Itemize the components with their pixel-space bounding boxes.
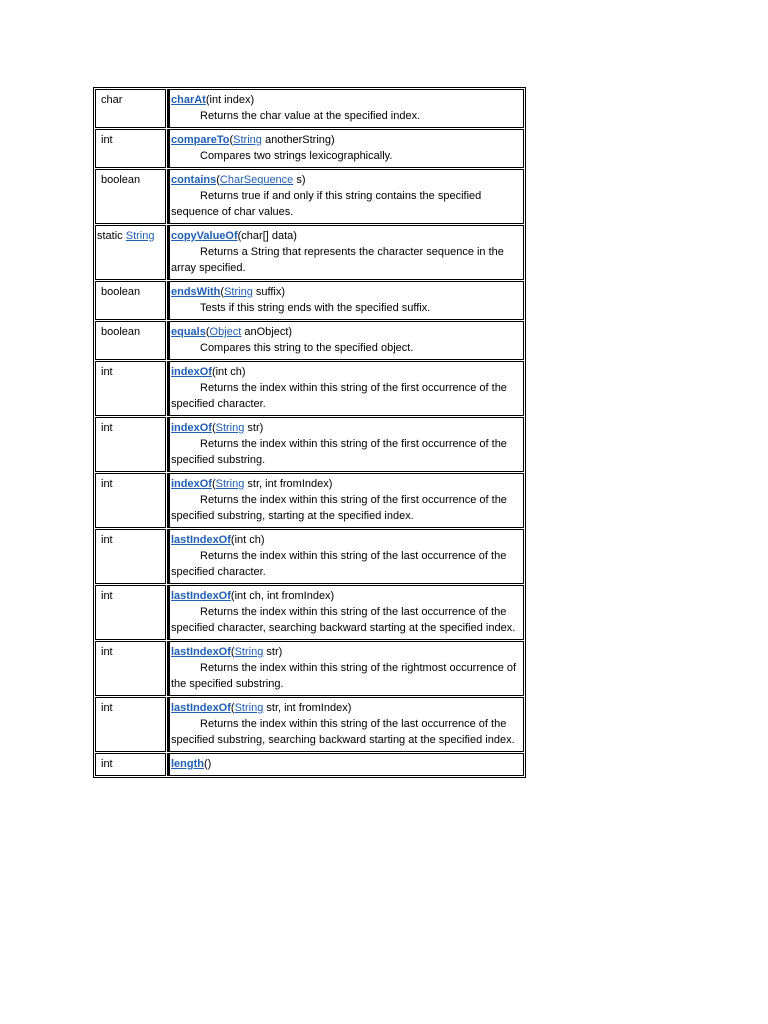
method-description: Returns the index within this string of the first occurrence of the specified substring, starting at the specified index.	[171, 494, 507, 522]
method-row	[95, 169, 524, 224]
method-row	[95, 641, 524, 696]
param-text: (char[] data)	[237, 230, 297, 242]
return-type-text: int	[101, 646, 113, 658]
method-description: Returns the index within this string of the first occurrence of the specified substring.	[171, 438, 507, 466]
method-signature-cell	[167, 361, 524, 416]
param-type-link[interactable]: String	[234, 646, 264, 658]
method-signature-cell	[167, 129, 524, 168]
method-row	[95, 89, 524, 128]
method-description: Returns the index within this string of the last occurrence of the specified substring, searching backward starting at the specified index.	[171, 718, 515, 746]
return-type-cell	[95, 169, 166, 224]
method-name-link[interactable]: charAt	[171, 94, 206, 106]
method-row	[95, 585, 524, 640]
param-text: (	[230, 646, 235, 658]
param-text: anObject)	[241, 326, 293, 338]
return-type-cell	[95, 89, 166, 128]
method-description: Returns the char value at the specified index.	[200, 110, 421, 122]
return-type-text: char	[101, 94, 123, 106]
method-signature-cell	[167, 281, 524, 320]
method-row	[95, 417, 524, 472]
param-type-link[interactable]: String	[234, 702, 264, 714]
method-description: Returns true if and only if this string contains the specified sequence of char values.	[171, 190, 482, 218]
return-type-cell	[95, 321, 166, 360]
param-type-link[interactable]: String	[215, 478, 245, 490]
return-type-text: int	[101, 366, 113, 378]
param-text: (	[216, 174, 220, 186]
param-text: (	[211, 478, 216, 490]
param-text: (	[229, 134, 234, 146]
method-signature-cell	[167, 473, 524, 528]
method-name-link[interactable]: indexOf	[171, 478, 212, 490]
method-row	[95, 281, 524, 320]
return-type-cell	[95, 529, 166, 584]
param-type-link[interactable]: String	[224, 286, 253, 298]
method-name-link[interactable]: indexOf	[171, 366, 212, 378]
method-description: Returns the index within this string of the last occurrence of the specified character.	[171, 550, 507, 578]
method-description: Returns a String that represents the character sequence in the array specified.	[171, 246, 504, 274]
method-signature-cell	[167, 225, 524, 280]
param-text: anotherString)	[261, 134, 335, 146]
return-type-cell	[95, 585, 166, 640]
return-type-text: static	[97, 230, 126, 242]
method-row	[95, 321, 524, 360]
method-signature-cell	[167, 585, 524, 640]
return-type-text: int	[101, 422, 113, 434]
method-description: Compares this string to the specified object.	[200, 342, 414, 354]
return-type-text: int	[101, 478, 113, 490]
return-type-text: int	[101, 590, 113, 602]
param-text: (	[220, 286, 225, 298]
param-text: (int index)	[205, 94, 255, 106]
return-type-cell	[95, 417, 166, 472]
return-type-cell	[95, 753, 166, 776]
param-text: s)	[293, 174, 306, 186]
method-row	[95, 361, 524, 416]
method-name-link[interactable]: indexOf	[171, 422, 212, 434]
return-type-text: boolean	[101, 174, 141, 186]
return-type-text: boolean	[101, 286, 141, 298]
param-type-link[interactable]: CharSequence	[219, 174, 294, 186]
method-name-link[interactable]: lastIndexOf	[171, 646, 231, 658]
param-text: (int ch, int fromIndex)	[230, 590, 335, 602]
return-type-text: int	[101, 534, 113, 546]
method-description: Returns the index within this string of the rightmost occurrence of the specified substring.	[171, 662, 517, 690]
method-row	[95, 129, 524, 168]
method-signature-cell	[167, 417, 524, 472]
method-row	[95, 225, 524, 280]
method-signature-cell	[167, 529, 524, 584]
return-type-cell	[95, 361, 166, 416]
method-signature-cell	[167, 321, 524, 360]
method-description: Compares two strings lexicographically.	[200, 150, 393, 162]
param-text: (	[205, 326, 210, 338]
method-signature-cell	[167, 697, 524, 752]
return-type-text: boolean	[101, 326, 141, 338]
param-text: (	[211, 422, 216, 434]
method-name-link[interactable]: compareTo	[171, 134, 230, 146]
param-text: (int ch)	[230, 534, 265, 546]
return-type-text: int	[101, 702, 113, 714]
param-type-link[interactable]: String	[215, 422, 245, 434]
method-signature-cell	[167, 169, 524, 224]
param-text: str)	[244, 422, 264, 434]
method-row	[95, 529, 524, 584]
method-description: Returns the index within this string of the last occurrence of the specified character, searching backward starting at the specified index.	[171, 606, 516, 634]
return-type-text: int	[101, 134, 113, 146]
method-name-link[interactable]: contains	[171, 174, 217, 186]
method-name-link[interactable]: length	[171, 758, 204, 770]
method-summary-table	[93, 87, 526, 778]
method-name-link[interactable]: lastIndexOf	[171, 534, 231, 546]
return-type-cell	[95, 697, 166, 752]
return-type-cell	[95, 473, 166, 528]
return-type-link[interactable]: String	[125, 230, 155, 242]
method-name-link[interactable]: lastIndexOf	[171, 590, 231, 602]
method-summary-body	[95, 89, 524, 776]
method-description: Tests if this string ends with the specified suffix.	[200, 302, 431, 314]
param-type-link[interactable]: String	[233, 134, 262, 146]
method-description: Returns the index within this string of the first occurrence of the specified character.	[171, 382, 507, 410]
return-type-cell	[95, 641, 166, 696]
method-row	[95, 473, 524, 528]
method-signature-cell	[167, 753, 524, 776]
method-name-link[interactable]: lastIndexOf	[171, 702, 231, 714]
return-type-cell	[95, 281, 166, 320]
method-name-link[interactable]: equals	[171, 326, 206, 338]
method-row	[95, 753, 524, 776]
param-text: suffix)	[252, 286, 286, 298]
return-type-cell	[95, 129, 166, 168]
method-row	[95, 697, 524, 752]
return-type-cell	[95, 225, 166, 280]
return-type-text: int	[101, 758, 113, 770]
param-text: str)	[263, 646, 283, 658]
method-signature-cell	[167, 641, 524, 696]
method-name-link[interactable]: copyValueOf	[171, 230, 238, 242]
method-name-link[interactable]: endsWith	[171, 286, 221, 298]
param-text: (int ch)	[211, 366, 246, 378]
param-text: ()	[204, 758, 212, 770]
param-text: (	[230, 702, 235, 714]
param-text: str, int fromIndex)	[263, 702, 352, 714]
param-text: str, int fromIndex)	[244, 478, 333, 490]
method-signature-cell	[167, 89, 524, 128]
param-type-link[interactable]: Object	[209, 326, 242, 338]
